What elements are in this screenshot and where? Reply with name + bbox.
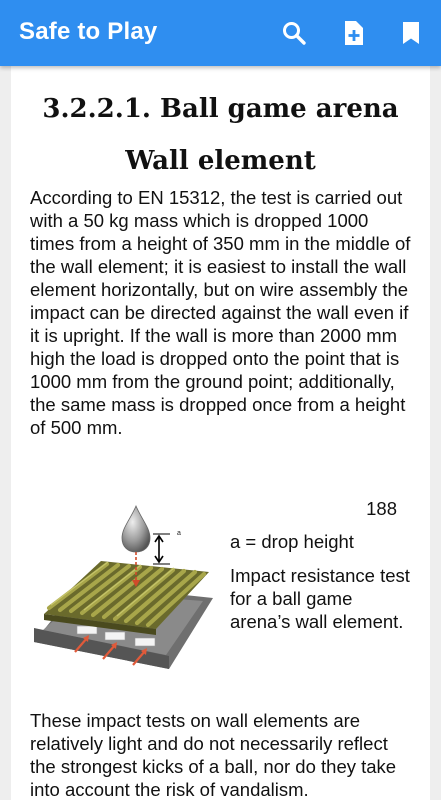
drop-height-label: a <box>177 530 181 537</box>
paragraph-1: According to EN 15312, the test is carried out with a 50 kg mass which is dropped 1000 times from a height of 350 mm in the middle of the wall element; it is easiest to install the wall element horizontally, but on wire assembly the impact can be directed against the wall even if it is upright. If the wall is more than 2000 mm high the load is dropped onto the point that is 1000 mm from the ground point; additionally, the same mass is dropped once from a height of 500 mm. <box>30 187 411 438</box>
app-bar <box>0 0 441 66</box>
paragraph-2: These impact tests on wall elements are relatively light and do not necessarily reflect the strongest kicks of a ball, nor do they take into account the risk of vandalism. <box>30 710 397 800</box>
section-title: 3.2.2.1. Ball game arena <box>42 94 399 124</box>
impact-test-illustration <box>31 504 226 669</box>
subsection-title: Wall element <box>125 146 316 176</box>
figure-caption: Impact resistance test for a ball game arena’s wall element. <box>230 565 410 632</box>
add-document-icon[interactable] <box>341 20 367 46</box>
search-icon[interactable] <box>281 20 307 46</box>
figure-number: 188 <box>366 498 397 519</box>
figure-legend: a = drop height <box>230 531 354 552</box>
bookmark-icon[interactable] <box>398 20 424 46</box>
app-title: Safe to Play <box>19 18 158 45</box>
document-page <box>11 66 430 800</box>
